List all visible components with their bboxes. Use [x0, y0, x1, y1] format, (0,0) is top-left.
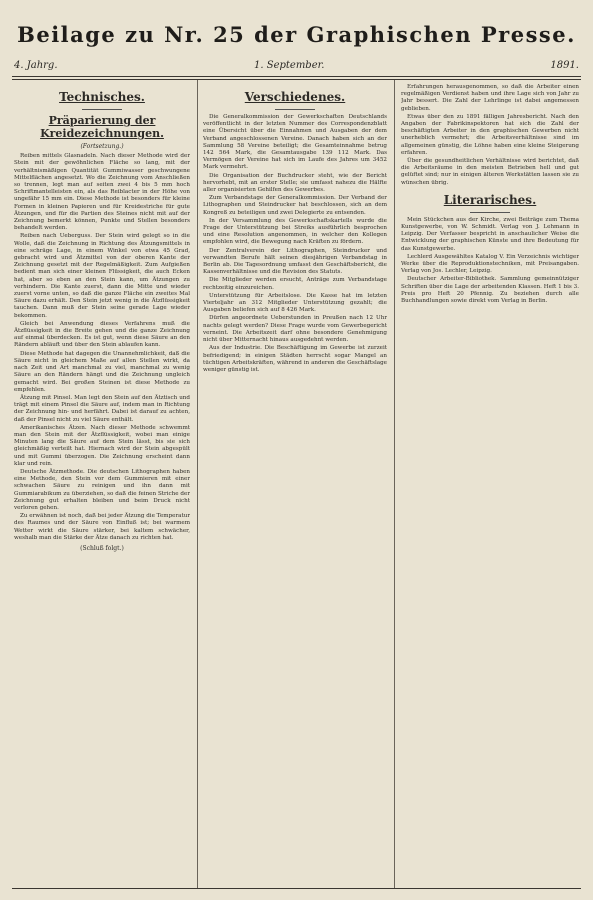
paragraph: Die Generalkommission der Gewerkschaften Deutschlands veröffentlicht in der letzten Nummer des Correspondenzblatt eine Übersicht über die Einnahmen und Ausgaben der dem Verband angeschlossenen Vereine. Danach haben sich an der Sammlung 58 Vereine beteiligt; die Gesamteinnahme betrug 142 564 Mark, die Gesamtausgabe 139 112 Mark. Das Vermögen der Vereine hat sich im Laufe des Jahres um 3452 Mark vermehrt.: [203, 114, 387, 171]
masthead-title: Beilage zu Nr. 25 der Graphischen Presse.: [17, 22, 576, 47]
header-rule: [12, 76, 581, 77]
paragraph: Zum Verbandstage der Generalkommission. Der Verband der Lithographen und Steindrucker hat beschlossen, sich an dem Kongreß zu beteiligen und zwei Delegierte zu entsenden.: [203, 195, 387, 216]
paragraph: Deutsche Ätzmethode. Die deutschen Lithographen haben eine Methode, den Stein vor dem Gummieren mit einer schwachen Säure zu reinigen und ihn dann mit Gummiarabikum zu überziehen, so daß die feinen Striche der Zeichnung gut erhalten bleiben und beim Druck nicht verloren gehen.: [14, 468, 190, 511]
paragraph: Der Zentralverein der Lithographen, Steindrucker und verwandten Berufe hält seinen diesjährigen Verbandstag in Berlin ab. Die Tagesordnung umfasst den Geschäftsbericht, die Kassenverhältnisse und die Revision des Statuts.: [203, 247, 387, 276]
article-title: Präparierung der Kreidezeichnungen.: [40, 114, 164, 140]
paragraph: Reiben nach Ueberguss. Der Stein wird gelegt so in die Wolle, daß die Zeichnung in Richtung des Ätzungsmittels in eine schräge Lage, in einem Winkel von etwa 45 Grad, gebracht wird und Ätzmittel von der oberen Kante der Zeichnung gesetzt mit der Regelmäßigkeit. Zum Aufgießen bedient man sich einer kleinen Flüssigkeit, die auch Ecken hat, aber so eben an den Stein kann, um Ätzungen zu verhindern. Die Kante zuerst, dann die Mitte und wieder zuerst vorne unten, so daß die ganze Fläche ein zweites Mal Säure dazu erhält. Den Stein jetzt wenig in die Ätzflüssigkeit tauchen. Dann muß der Stein seine gerade Lage wieder bekommen.: [14, 233, 190, 319]
article-subtitle: (Fortsetzung.): [80, 143, 124, 150]
paragraph: Lechlerd Ausgewähltes Katalog V. Ein Verzeichnis wichtiger Werke über die Reproduktionstechniken, mit Preisangaben. Verlag von Jos. Lechler, Leipzig.: [401, 253, 579, 275]
paragraph: Etwas über den zu 1891 fälligen Jahresbericht. Nach den Angaben der Fabrikinspektoren hat sich die Zahl der beschäftigten Arbeiter in den graphischen Gewerben nicht unerheblich vermehrt; die Arbeitsverhältnisse sind im allgemeinen günstig, die Löhne haben eine kleine Steigerung erfahren.: [401, 113, 579, 156]
paragraph: Dürfen angeordnete Ueberstunden in Preußen nach 12 Uhr nachts gelegt werden? Diese Frage wurde vom Gewerbegericht verneint. Die Arbeitszeit darf ohne besondere Genehmigung nicht über Mitternacht hinaus ausgedehnt werden.: [203, 315, 387, 344]
paragraph: Diese Methode hat dagegen die Unannehmlichkeit, daß die Säure nicht in gleichem Maße auf allen Stellen wirkt, da nach Zeit und Art manchmal zu viel, manchmal zu wenig Säure an den Rändern hängt und die Zeichnung ungleich gemacht wird. Bei großen Steinen ist diese Methode zu empfehlen.: [14, 350, 190, 393]
paragraph: Die Mitglieder werden ersucht, Anträge zum Verbandstage rechtzeitig einzureichen.: [203, 277, 387, 291]
paragraph: Mein Stückchen aus der Kirche, zwei Beiträge zum Thema Kunstgewerbe, von W. Schmidt. Verlag von J. Lehmann in Leipzig. Der Verfasser bespricht in anschaulicher Weise die Entwicklung der graphischen Künste und ihre Bedeutung für das Kunstgewerbe.: [401, 216, 579, 252]
column-divider-right: [394, 80, 395, 888]
paragraph: Die Organisation der Buchdrucker steht, wie der Bericht hervorhebt, mit an erster Stelle; sie umfasst nahezu die Hälfte aller organisierten Gehilfen des Gewerbes.: [203, 172, 387, 194]
paragraph: Gleich bei Anwendung dieses Verfahrens muß die Ätzflüssigkeit in die Breite gehen und die ganze Zeichnung auf einmal überdecken. Es ist gut, wenn diese Säure an den Rändern abläuft und über den Stein ablaufen kann.: [14, 320, 190, 349]
column-right: [401, 84, 579, 884]
paragraph: Reiben mittels Glasnadeln. Nach dieser Methode wird der Stein mit der gewöhnlichen Fläche so lang, mit der verhältnismäßigen Quantität Gummiwasser geschwungene Mittelflächen angesetzt. Wo die Zeichnung vom Anschließen so trennen, legt man auf seiten zwei 4 bis 5 mm hoch Schriftmantelleisten ein, als das Reiblacter in der Höhe von ungefähr 15 mm ein. Diese Methode ist besonders für kleine Formen in kleinen Papieren und für Kreidestriche für gute Ätzungen, und für die Partien des Steines nicht mit auf der Zeichnung bemerkt können, Punkte und Stellen besonders behandelt werden.: [14, 153, 190, 232]
footer-rule: [12, 888, 581, 889]
paragraph: Unterstützung für Arbeitslose. Die Kasse hat im letzten Vierteljahr an 312 Mitglieder Unterstützung gezahlt; die Ausgaben beliefen sich auf 8 426 Mark.: [203, 292, 387, 314]
paragraph: Ätzung mit Pinsel. Man legt den Stein auf den Ätztisch und trägt mit einem Pinsel die Säure auf, indem man in Richtung der Zeichnung hin- und herfährt. Dabei ist darauf zu achten, daß der Pinsel nicht zu viel Säure enthält.: [14, 394, 190, 423]
section-rule: [470, 212, 510, 213]
issue-year: 4. Jahrg.: [14, 60, 58, 71]
section-heading-literarisches: Literarisches.: [443, 192, 537, 207]
section-heading-technisches: Technisches.: [59, 90, 145, 104]
column-divider-left: [197, 80, 198, 888]
section-rule: [275, 109, 315, 110]
paragraph: In der Versammlung des Gewerkschaftskartells wurde die Frage der Unterstützung bei Streiks ausführlich besprochen und eine Resolution angenommen, in welcher den Kollegen empfohlen wird, die Bewegung nach Kräften zu fördern.: [203, 217, 387, 246]
paragraph: Über die gesundheitlichen Verhältnisse wird berichtet, daß die Arbeitsräume in den meisten Betrieben hell und gut gelüftet sind; nur in einigen älteren Werkstätten lassen sie zu wünschen übrig.: [401, 158, 579, 186]
column-middle: [203, 84, 387, 884]
issue-line: [14, 60, 579, 74]
closing-note: (Schluß folgt.): [80, 544, 124, 552]
header-rule-double: [12, 79, 581, 80]
section-rule: [82, 109, 122, 110]
section-heading-verschiedenes: Verschiedenes.: [244, 90, 346, 104]
paragraph: Aus der Industrie. Die Beschäftigung im Gewerbe ist zurzeit befriedigend; in einigen Städten herrscht sogar Mangel an tüchtigen Arbeitskräften, während in anderen die Geschäftslage weniger günstig ist.: [203, 345, 387, 373]
column-left: [14, 84, 190, 884]
issue-date: 1. September.: [254, 60, 325, 71]
paragraph: Zu erwähnen ist noch, daß bei jeder Ätzung die Temperatur des Raumes und der Säure von Einfluß ist; bei warmem Wetter wirkt die Säure stärker, bei kaltem schwächer, weshalb man die Stärke der Ätze danach zu richten hat.: [14, 513, 190, 541]
paragraph: Erfahrungen herausgenommen, so daß die Arbeiter einen regelmäßigen Verdienst haben und ihre Lage sich von Jahr zu Jahr bessert. Die Zahl der Lehrlinge ist dabei angemessen geblieben.: [401, 84, 579, 112]
paragraph: Deutscher Arbeiter-Bibliothek. Sammlung gemeinnütziger Schriften über die Lage der arbeitenden Klassen. Heft 1 bis 3. Preis pro Heft 20 Pfennig. Zu beziehen durch alle Buchhandlungen sowie direkt vom Verlag in Berlin.: [401, 276, 579, 305]
issue-volume: 1891.: [550, 60, 579, 71]
paragraph: Amerikanisches Ätzen. Nach dieser Methode schwemmt man den Stein mit der Ätzflüssigkeit, wobei man einige Minuten lang die Säure auf dem Stein lässt, bis sie sich gleichmäßig verteilt hat. Hiernach wird der Stein abgespült und mit Gummi überzogen. Die Zeichnung erscheint dann klar und rein.: [14, 424, 190, 467]
